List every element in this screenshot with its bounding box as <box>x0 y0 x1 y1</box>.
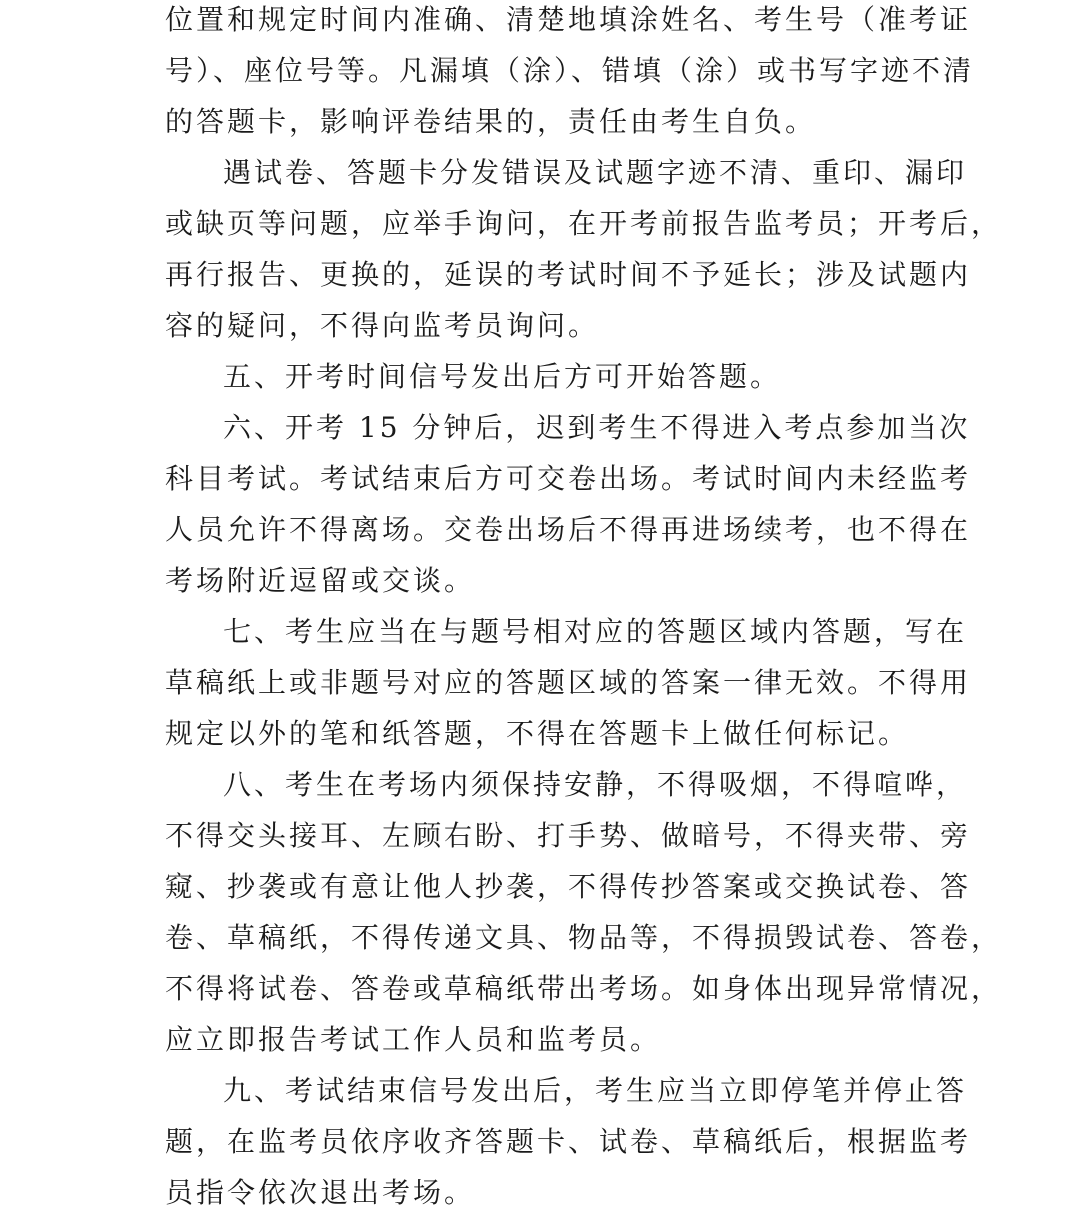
paragraph-rule-5-line-1: 五、开考时间信号发出后方可开始答题。 <box>223 360 782 393</box>
paragraph-misprint-line-1: 遇试卷、答题卡分发错误及试题字迹不清、重印、漏印 <box>223 156 968 189</box>
paragraph-rule-6-line-3: 人员允许不得离场。交卷出场后不得再进场续考，也不得在 <box>165 513 972 546</box>
paragraph-rule-7-line-2: 草稿纸上或非题号对应的答题区域的答案一律无效。不得用 <box>165 666 972 699</box>
paragraph-rule-6-line-4: 考场附近逗留或交谈。 <box>165 564 476 597</box>
paragraph-intro-line-3: 的答题卡，影响评卷结果的，责任由考生自负。 <box>165 105 817 138</box>
paragraph-misprint-line-2: 或缺页等问题，应举手询问，在开考前报告监考员；开考后， <box>165 207 1003 240</box>
paragraph-rule-9-line-1: 九、考试结束信号发出后，考生应当立即停笔并停止答 <box>223 1074 968 1107</box>
paragraph-misprint-line-3: 再行报告、更换的，延误的考试时间不予延长；涉及试题内 <box>165 258 972 291</box>
paragraph-rule-6-line-2: 科目考试。考试结束后方可交卷出场。考试时间内未经监考 <box>165 462 972 495</box>
paragraph-rule-6-line-1: 六、开考 15 分钟后，迟到考生不得进入考点参加当次 <box>223 411 971 444</box>
paragraph-rule-9-line-2: 题，在监考员依序收齐答题卡、试卷、草稿纸后，根据监考 <box>165 1125 972 1158</box>
paragraph-rule-8-line-1: 八、考生在考场内须保持安静，不得吸烟，不得喧哗， <box>223 768 968 801</box>
paragraph-rule-8-line-2: 不得交头接耳、左顾右盼、打手势、做暗号，不得夹带、旁 <box>165 819 972 852</box>
paragraph-rule-8-line-3: 窥、抄袭或有意让他人抄袭，不得传抄答案或交换试卷、答 <box>165 870 972 903</box>
paragraph-rule-8-line-6: 应立即报告考试工作人员和监考员。 <box>165 1023 662 1056</box>
paragraph-misprint-line-4: 容的疑问，不得向监考员询问。 <box>165 309 600 342</box>
paragraph-rule-7-line-3: 规定以外的笔和纸答题，不得在答题卡上做任何标记。 <box>165 717 910 750</box>
paragraph-intro-line-1: 位置和规定时间内准确、清楚地填涂姓名、考生号（准考证 <box>165 3 972 36</box>
paragraph-rule-8-line-4: 卷、草稿纸，不得传递文具、物品等，不得损毁试卷、答卷， <box>165 921 1003 954</box>
paragraph-rule-9-line-3: 员指令依次退出考场。 <box>165 1176 476 1209</box>
paragraph-rule-7-line-1: 七、考生应当在与题号相对应的答题区域内答题，写在 <box>223 615 968 648</box>
paragraph-rule-8-line-5: 不得将试卷、答卷或草稿纸带出考场。如身体出现异常情况， <box>165 972 1003 1005</box>
paragraph-intro-line-2: 号）、座位号等。凡漏填（涂）、错填（涂）或书写字迹不清 <box>165 54 975 87</box>
